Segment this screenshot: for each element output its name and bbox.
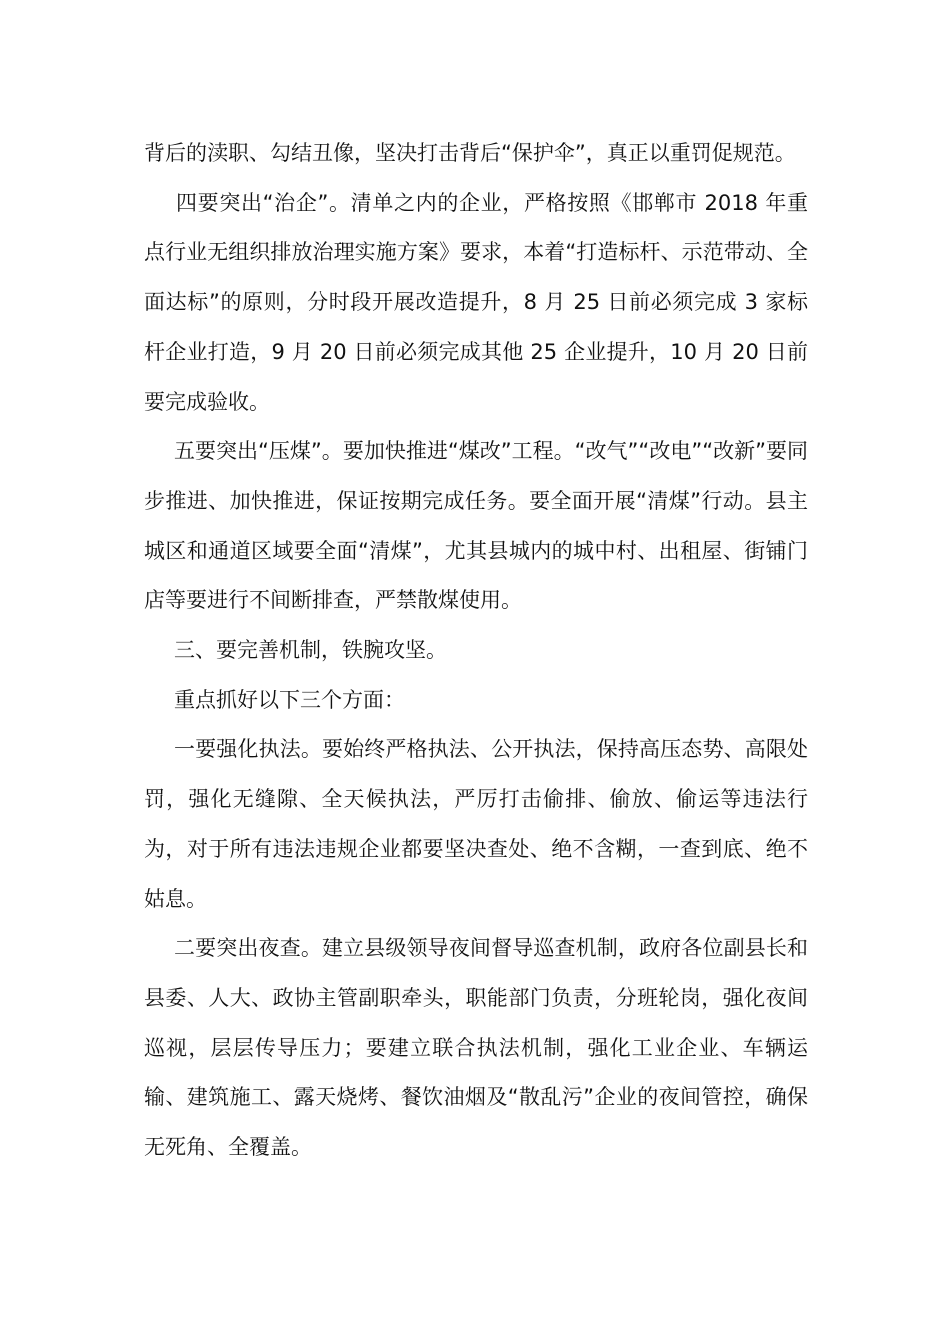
paragraph-item-two: 二要突出夜查。建立县级领导夜间督导巡查机制，政府各位副县长和县委、人大、政协主管副职牵头，职能部门负责，分班轮岗，强化夜间巡视，层层传导压力；要建立联合执法机制，强化工业企业、车辆运输、建筑施工、露天烧烤、餐饮油烟及“散乱污”企业的夜间管控，确保无死角、全覆盖。 <box>144 936 808 1160</box>
paragraph-item-one: 一要强化执法。要始终严格执法、公开执法，保持高压态势、高限处罚，强化无缝隙、全天候执法，严厉打击偷排、偷放、偷运等违法行为，对于所有违法违规企业都要坚决查处、绝不含糊，一查到底、绝不姑息。 <box>144 737 808 911</box>
document-body <box>144 129 808 1173</box>
paragraph-item-four: 四要突出“治企”。清单之内的企业，严格按照《邯郸市 2018 年重点行业无组织排放治理实施方案》要求，本着“打造标杆、示范带动、全面达标”的原则，分时段开展改造提升，8 月 25 日前必须完成 3 家标杆企业打造，9 月 20 日前必须完成其他 25 企业提升，10 月 20 日前要完成验收。 <box>144 190 808 414</box>
paragraph-continuation: 背后的渎职、勾结丑像，坚决打击背后“保护伞”，真正以重罚促规范。 <box>144 141 796 165</box>
section-heading-three: 三、要完善机制，铁腕攻坚。 <box>174 638 447 663</box>
paragraph-intro: 重点抓好以下三个方面： <box>174 687 405 712</box>
paragraph-item-five: 五要突出“压煤”。要加快推进“煤改”工程。“改气”“改电”“改新”要同步推进、加快推进，保证按期完成任务。要全面开展“清煤”行动。县主城区和通道区域要全面“清煤”，尤其县城内的城中村、出租屋、街铺门店等要进行不间断排查，严禁散煤使用。 <box>144 439 808 613</box>
